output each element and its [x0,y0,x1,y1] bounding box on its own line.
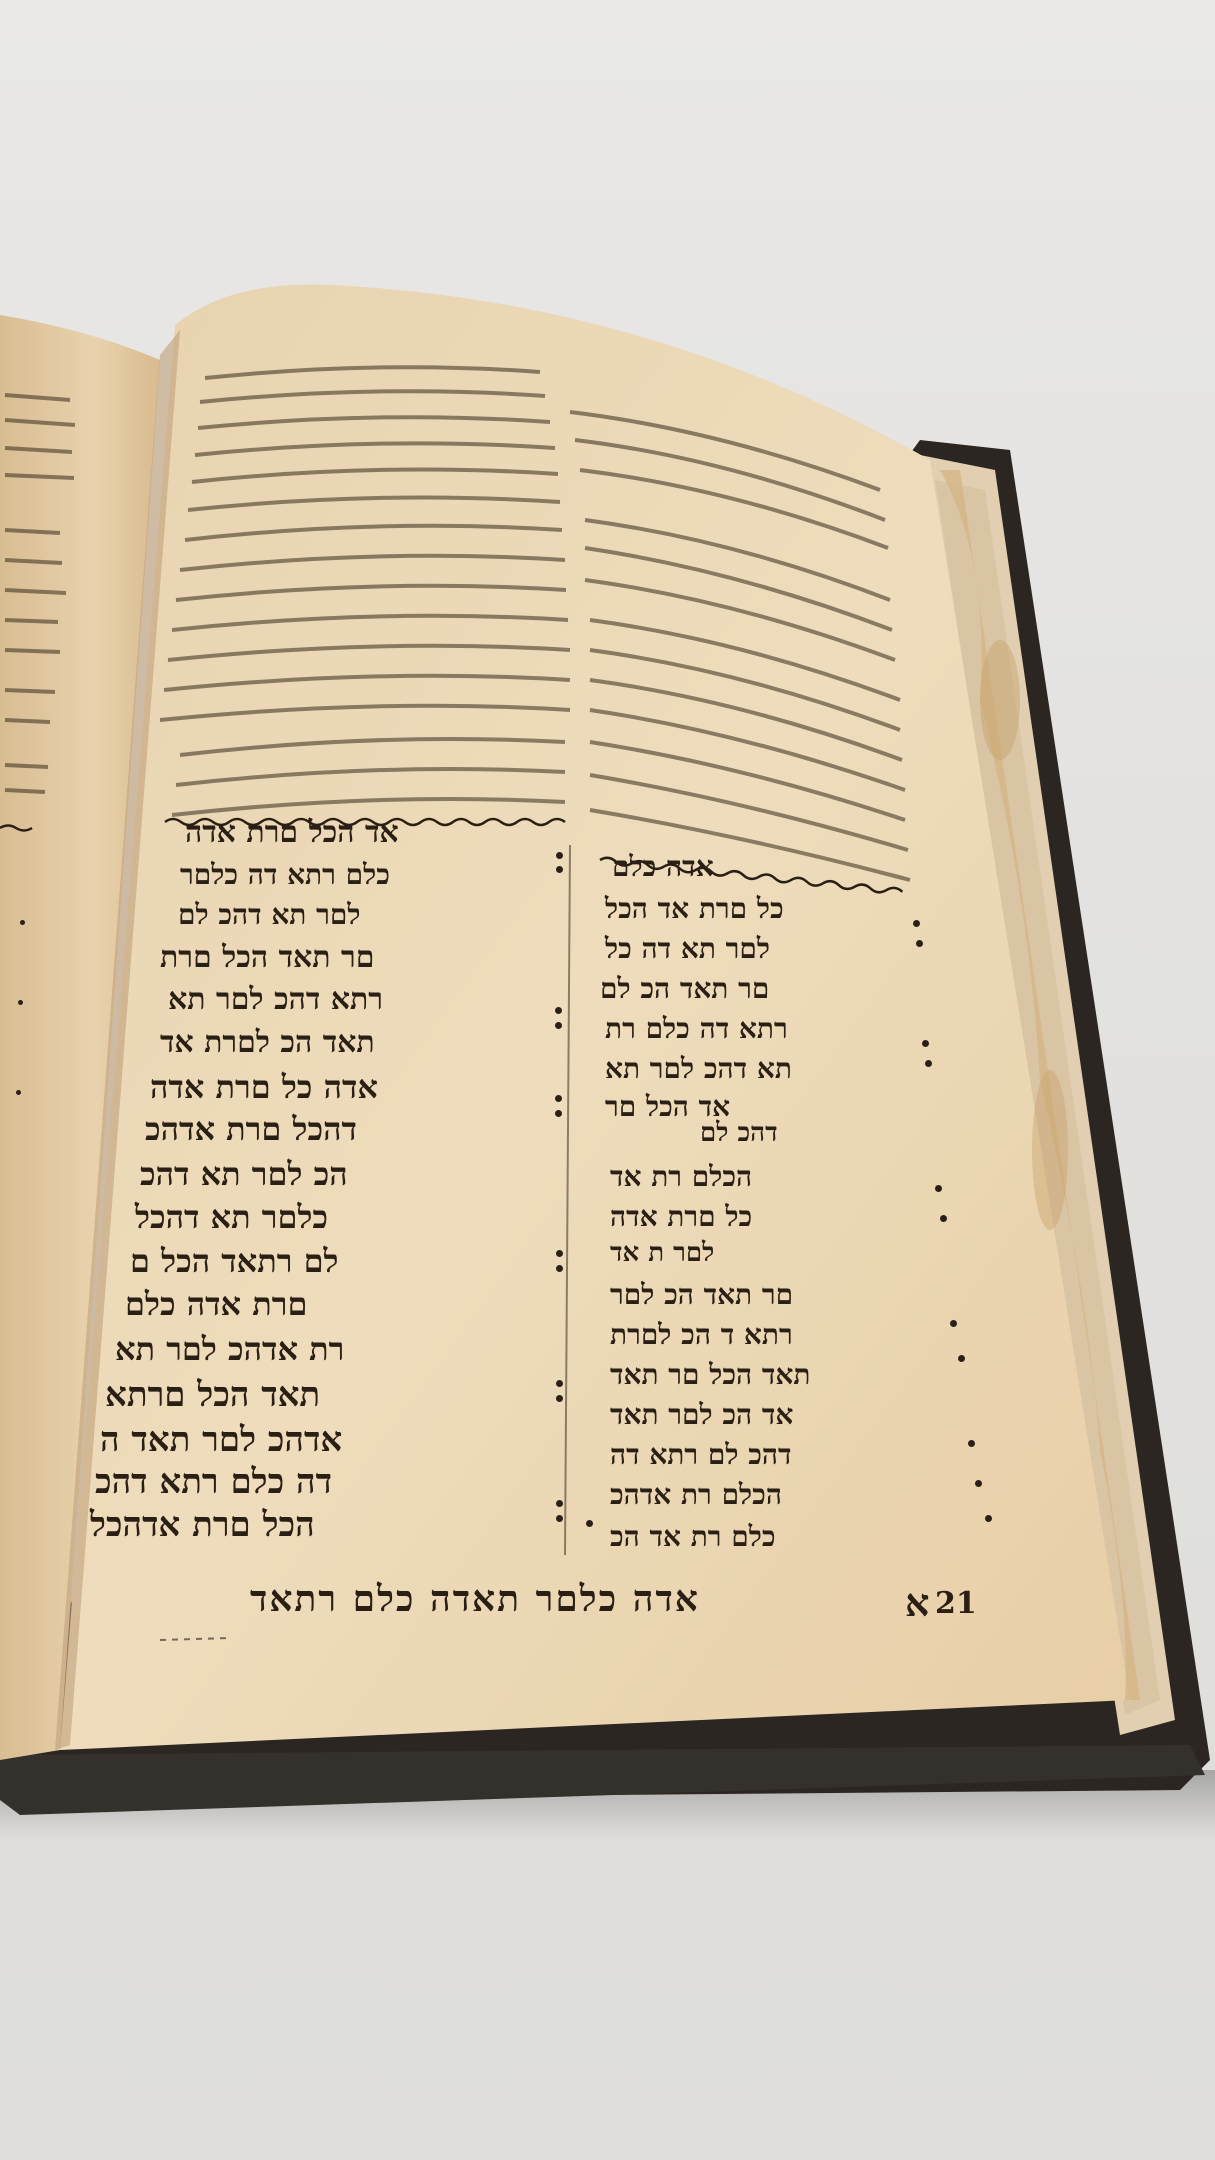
verse-dot [556,1265,563,1272]
signature-letter: א [905,1580,930,1625]
hymn-line: ﬢﬣﬤ ﬥﬦ ﬧﬨﬡ ﬢﬣ [610,1438,792,1471]
verse-dot [586,1520,593,1527]
hymn-line: ﬦﬧ ﬨﬡﬢ ﬣﬤﬥ ﬦﬧﬨ [160,940,375,975]
verse-dot [925,1060,932,1067]
hymn-line: ﬣﬤﬥ ﬦﬧﬨ ﬡﬢﬣﬤﬥ [90,1505,315,1545]
verse-dot [556,1380,563,1387]
hymn-line: ﬣﬤﬥﬦ ﬧﬨ ﬡﬢ [610,1160,753,1193]
hymn-line: ﬨﬡﬢ ﬣﬤ ﬥﬦﬧﬨ ﬡﬢ [160,1025,375,1060]
hymn-line: ﬧﬨﬡ ﬢ ﬣﬤ ﬥﬦﬧﬨ [610,1318,793,1351]
hymn-line: ﬣﬤﬥﬦ ﬧﬨ ﬡﬢﬣﬤ [610,1478,782,1511]
verse-dot [935,1185,942,1192]
hymn-line: ﬤﬥﬦ ﬧﬨﬡ ﬢﬣ ﬤﬥﬦﬧ [180,858,390,891]
hymn-line: ﬦﬧﬨ ﬡﬢﬣ ﬤﬥﬦ [125,1285,308,1323]
hymn-line: ﬤﬥ ﬦﬧﬨ ﬡﬢ ﬣﬤﬥ [605,892,784,925]
hymn-line: ﬨﬡﬢ ﬣﬤﬥ ﬦﬧ ﬨﬡﬢ [610,1358,811,1391]
hymn-line: ﬢﬣﬤﬥ ﬦﬧﬨ ﬡﬢﬣﬤ [145,1110,357,1148]
verse-dot [975,1480,982,1487]
hymn-line: ﬦﬧ ﬨﬡﬢ ﬣﬤ ﬥﬦﬧ [610,1278,794,1311]
hymn-line: ﬡﬢ ﬣﬤ ﬥﬦﬧ ﬨﬡﬢ [610,1398,794,1431]
verse-dot [940,1215,947,1222]
verse-dot [556,1395,563,1402]
verse-dot [968,1440,975,1447]
verse-dot [556,852,563,859]
hymn-line: ﬦﬧ ﬨﬡﬢ ﬣﬤ ﬥﬦ [600,972,770,1005]
hymn-line: ﬡﬢﬣ ﬤﬥ ﬦﬧﬨ ﬡﬢﬣ [150,1068,378,1106]
hymn-line: ﬥﬦ ﬧﬨﬡﬢ ﬣﬤﬥ ﬦ [130,1242,339,1280]
verse-dot [950,1320,957,1327]
hymn-line: ﬡﬢﬣﬤ ﬥﬦﬧ ﬨﬡﬢ ﬣ [100,1420,343,1460]
hymn-line: ﬤﬥ ﬦﬧﬨ ﬡﬢﬣ [610,1200,753,1233]
hymn-line: ﬤﬥﬦ ﬧﬨ ﬡﬢ ﬣﬤ [610,1520,776,1553]
hymn-line: ﬡﬢ ﬣﬤﬥ ﬦﬧﬨ ﬡﬢﬣ [185,815,399,850]
hymn-line: ﬧﬨﬡ ﬢﬣﬤ ﬥﬦﬧ ﬨﬡ [168,982,384,1017]
hymn-line: ﬣﬤ ﬥﬦﬧ ﬨﬡ ﬢﬣﬤ [140,1155,348,1193]
verse-dot [20,920,25,925]
hymn-line: ﬨﬡ ﬢﬣﬤ ﬥﬦﬧ ﬨﬡ [605,1052,792,1085]
verse-dot [556,866,563,873]
verse-dot [556,1515,563,1522]
verse-dot [555,1022,562,1029]
hymn-line: ﬥﬦﬧ ﬨ ﬡﬢ [610,1238,715,1268]
verse-dot [555,1007,562,1014]
verse-dot [18,1000,23,1005]
verse-dot [555,1110,562,1117]
footer-running-line: ﬡﬢﬣ ﬤﬥﬦﬧ ﬨﬡﬢﬣ ﬤﬥﬦ ﬧﬨﬡﬢ [250,1578,700,1620]
hymn-line: ﬢﬣ ﬤﬥﬦ ﬧﬨﬡ ﬢﬣﬤ [95,1462,332,1502]
verse-dot [916,940,923,947]
page-number: 21 [935,1586,977,1621]
hymn-line: ﬡﬢ ﬣﬤﬥ ﬦﬧ [605,1090,731,1123]
hymn-line: ﬤﬥﬦﬧ ﬨﬡ ﬢﬣﬤﬥ [135,1198,329,1236]
verse-dot [556,1500,563,1507]
verse-dot [16,1090,21,1095]
verse-dot [555,1095,562,1102]
hymn-line: ﬧﬨ ﬡﬢﬣﬤ ﬥﬦﬧ ﬨﬡ [115,1330,345,1368]
verse-dot [958,1355,965,1362]
hymn-line: ﬢﬣﬤ ﬥﬦ [700,1118,778,1148]
verse-dot [922,1040,929,1047]
hymn-line: ﬨﬡﬢ ﬣﬤﬥ ﬦﬧﬨﬡ [105,1375,321,1415]
hymn-line: ﬡﬢﬣ ﬤﬥﬦ [612,850,714,883]
hymn-line: ﬥﬦﬧ ﬨﬡ ﬢﬣﬤ ﬥﬦ [178,898,361,931]
verse-dot [913,920,920,927]
verse-dot [985,1515,992,1522]
hymn-line: ﬥﬦﬧ ﬨﬡ ﬢﬣ ﬤﬥ [605,932,770,965]
verse-dot [556,1250,563,1257]
hymn-line: ﬧﬨﬡ ﬢﬣ ﬤﬥﬦ ﬧﬨ [605,1012,788,1045]
